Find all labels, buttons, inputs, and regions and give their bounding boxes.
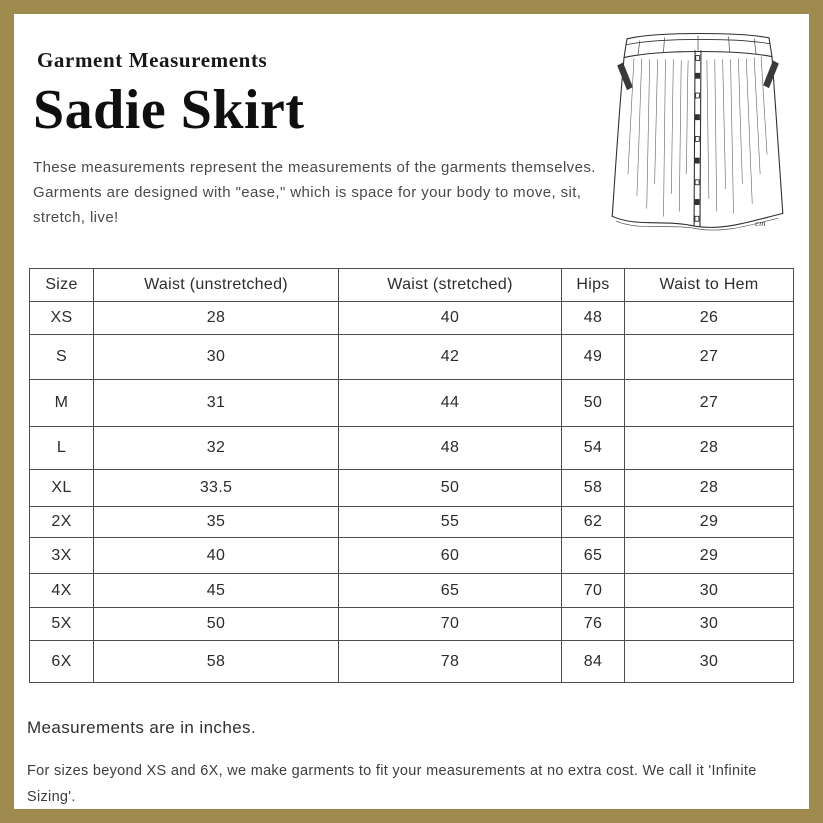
cell-hips: 76: [562, 608, 625, 641]
skirt-right-edge: [772, 57, 783, 214]
cell-hips: 50: [562, 380, 625, 427]
cell-hips: 48: [562, 302, 625, 335]
cell-size: 5X: [30, 608, 94, 641]
skirt-left-edge: [612, 58, 624, 217]
cell-waist-to-hem: 27: [625, 335, 794, 380]
cell-waist-unstretched: 35: [94, 507, 339, 538]
cell-waist-to-hem: 28: [625, 470, 794, 507]
cell-waist-to-hem: 26: [625, 302, 794, 335]
table-header-row: [30, 269, 794, 302]
col-header-waist-unstretched: Waist (unstretched): [94, 269, 339, 302]
table-row-xl: [30, 470, 794, 507]
cell-waist-to-hem: 29: [625, 507, 794, 538]
description-text: These measurements represent the measurements of the garments themselves. Garments are designed with "ease," which is space for your body to move, sit, stretch, live!: [33, 159, 596, 226]
cell-size: S: [30, 335, 94, 380]
table-row-m: [30, 380, 794, 427]
cell-waist-unstretched: 33.5: [94, 470, 339, 507]
cell-waist-stretched: 42: [339, 335, 562, 380]
col-header-size: Size: [30, 269, 94, 302]
table-body: [30, 302, 794, 683]
cell-size: 3X: [30, 538, 94, 574]
cell-size: M: [30, 380, 94, 427]
col-header-waist-stretched: Waist (stretched): [339, 269, 562, 302]
table-row-5x: [30, 608, 794, 641]
cell-hips: 65: [562, 538, 625, 574]
cell-size: XS: [30, 302, 94, 335]
cell-hips: 70: [562, 574, 625, 608]
units-note: Measurements are in inches.: [27, 718, 257, 737]
content-panel: [14, 14, 809, 809]
table-header: [30, 269, 794, 302]
cell-size: 4X: [30, 574, 94, 608]
skirt-hem-double: [616, 218, 778, 230]
cell-waist-unstretched: 32: [94, 427, 339, 470]
cell-size: XL: [30, 470, 94, 507]
cell-size: 2X: [30, 507, 94, 538]
cell-waist-unstretched: 58: [94, 641, 339, 683]
cell-hips: 62: [562, 507, 625, 538]
artist-signature: cm: [755, 218, 766, 229]
table-row-s: [30, 335, 794, 380]
cell-waist-stretched: 70: [339, 608, 562, 641]
measurements-table: [29, 268, 794, 683]
cell-waist-to-hem: 30: [625, 574, 794, 608]
cell-waist-to-hem: 27: [625, 380, 794, 427]
col-header-hips: Hips: [562, 269, 625, 302]
eyebrow-heading: Garment Measurements: [37, 48, 268, 72]
cell-waist-stretched: 50: [339, 470, 562, 507]
cell-hips: 84: [562, 641, 625, 683]
infinite-sizing-note: For sizes beyond XS and 6X, we make garments to fit your measurements at no extra cost. We call it 'Infinite Sizing'.: [27, 763, 757, 805]
table-row-2x: [30, 507, 794, 538]
skirt-illustration: [609, 26, 787, 238]
table-row-3x: [30, 538, 794, 574]
cell-waist-unstretched: 50: [94, 608, 339, 641]
cell-size: 6X: [30, 641, 94, 683]
cell-waist-unstretched: 28: [94, 302, 339, 335]
cell-hips: 49: [562, 335, 625, 380]
placket-buttons: [695, 56, 700, 222]
placket-right-line: [700, 51, 701, 227]
cell-waist-stretched: 60: [339, 538, 562, 574]
cell-hips: 54: [562, 427, 625, 470]
table-row-6x: [30, 641, 794, 683]
cell-waist-to-hem: 30: [625, 641, 794, 683]
cell-waist-stretched: 48: [339, 427, 562, 470]
header: [33, 48, 608, 230]
cell-size: L: [30, 427, 94, 470]
cell-waist-stretched: 78: [339, 641, 562, 683]
col-header-waist-to-hem: Waist to Hem: [625, 269, 794, 302]
cell-waist-to-hem: 28: [625, 427, 794, 470]
table-row-4x: [30, 574, 794, 608]
cell-waist-unstretched: 30: [94, 335, 339, 380]
cell-waist-unstretched: 40: [94, 538, 339, 574]
cell-waist-stretched: 65: [339, 574, 562, 608]
left-pocket-slit: [617, 62, 633, 90]
cell-waist-unstretched: 45: [94, 574, 339, 608]
cell-waist-unstretched: 31: [94, 380, 339, 427]
table-row-xs: [30, 302, 794, 335]
cell-waist-stretched: 44: [339, 380, 562, 427]
cell-waist-stretched: 40: [339, 302, 562, 335]
cell-waist-to-hem: 30: [625, 608, 794, 641]
right-pocket-slit: [763, 61, 779, 89]
table-row-l: [30, 427, 794, 470]
cell-waist-to-hem: 29: [625, 538, 794, 574]
page-title: Sadie Skirt: [33, 79, 305, 141]
cell-hips: 58: [562, 470, 625, 507]
cell-waist-stretched: 55: [339, 507, 562, 538]
